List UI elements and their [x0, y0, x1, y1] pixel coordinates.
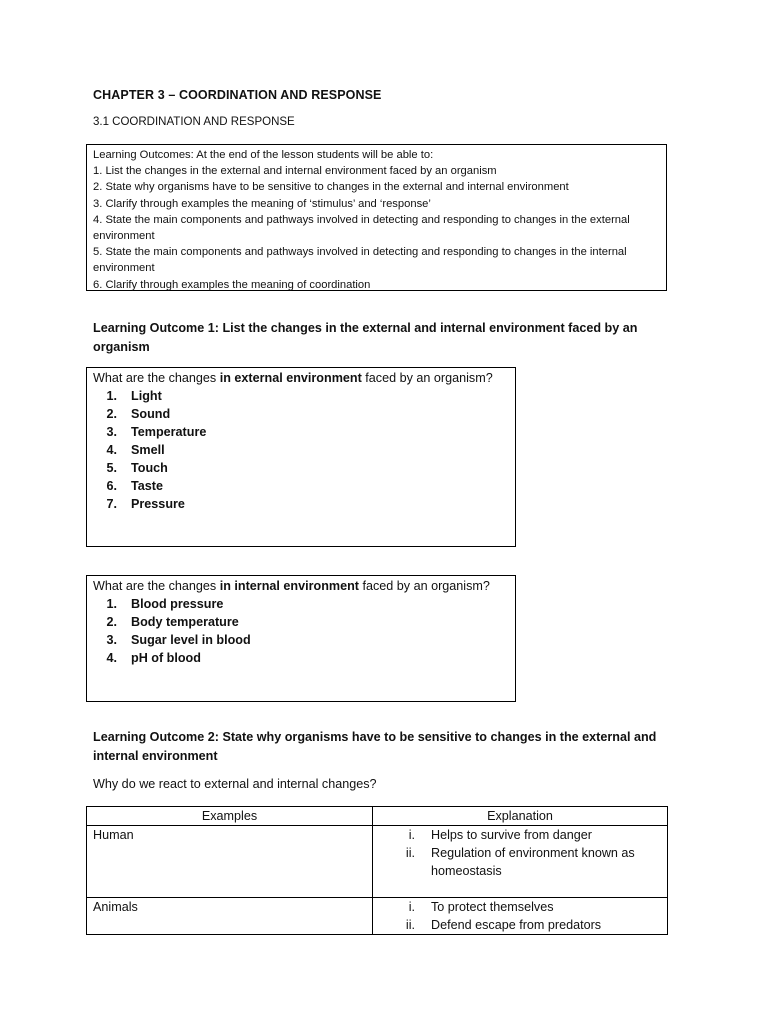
- column-header-examples: Examples: [87, 807, 373, 826]
- external-list: [93, 387, 509, 513]
- table-cell-example: Human: [87, 826, 373, 898]
- lo1-heading: Learning Outcome 1: List the changes in the external and internal environment faced by an organism: [93, 321, 638, 354]
- table-cell-example: Animals: [87, 898, 373, 935]
- table-header-row: [87, 807, 668, 826]
- learning-outcomes-box: [86, 144, 667, 291]
- chapter-title: CHAPTER 3 – COORDINATION AND RESPONSE: [93, 88, 382, 102]
- learning-outcome-item: 6. Clarify through examples the meaning of coordination: [93, 278, 371, 291]
- learning-outcomes-intro: Learning Outcomes: At the end of the lesson students will be able to:: [93, 149, 434, 161]
- table-cell-explanation: i. To protect themselves ii. Defend escape from predators: [373, 898, 668, 935]
- learning-outcome-item: 3. Clarify through examples the meaning of ‘stimulus’ and ‘response’: [93, 197, 431, 210]
- external-changes-box: [86, 367, 516, 547]
- internal-question: What are the changes in internal environment faced by an organism?: [93, 579, 490, 593]
- list-item: 6. Taste: [106, 479, 163, 493]
- lo2-heading: Learning Outcome 2: State why organisms have to be sensitive to changes in the external and internal environment: [93, 730, 657, 763]
- table-cell-explanation: i. Helps to survive from danger ii. Regulation of environment known as homeostasis: [373, 826, 668, 898]
- list-item: 4. pH of blood: [106, 651, 201, 665]
- column-header-explanation: Explanation: [373, 807, 668, 826]
- learning-outcome-item: 4. State the main components and pathways involved in detecting and responding to changes in the external environment: [93, 213, 630, 243]
- external-question: What are the changes in external environment faced by an organism?: [93, 371, 493, 385]
- table-row: [87, 826, 668, 898]
- list-item: 7. Pressure: [106, 497, 185, 511]
- list-item: 2. Body temperature: [106, 615, 239, 629]
- list-item: 3. Temperature: [106, 425, 207, 439]
- table-row: [87, 898, 668, 935]
- list-item: 1. Light: [106, 389, 162, 403]
- why-question: Why do we react to external and internal changes?: [93, 777, 377, 791]
- section-title: 3.1 COORDINATION AND RESPONSE: [93, 116, 295, 128]
- examples-table: [86, 806, 668, 935]
- list-item: 3. Sugar level in blood: [106, 633, 251, 647]
- learning-outcome-item: 2. State why organisms have to be sensitive to changes in the external and internal environment: [93, 181, 569, 194]
- learning-outcome-item: 1. List the changes in the external and internal environment faced by an organism: [93, 165, 497, 178]
- internal-list: [93, 595, 509, 667]
- learning-outcome-item: 5. State the main components and pathways involved in detecting and responding to changes in the internal environment: [93, 246, 627, 275]
- list-item: 1. Blood pressure: [106, 597, 224, 611]
- list-item: 4. Smell: [106, 443, 165, 457]
- list-item: 2. Sound: [106, 407, 171, 421]
- list-item: 5. Touch: [106, 461, 168, 475]
- internal-changes-box: [86, 575, 516, 702]
